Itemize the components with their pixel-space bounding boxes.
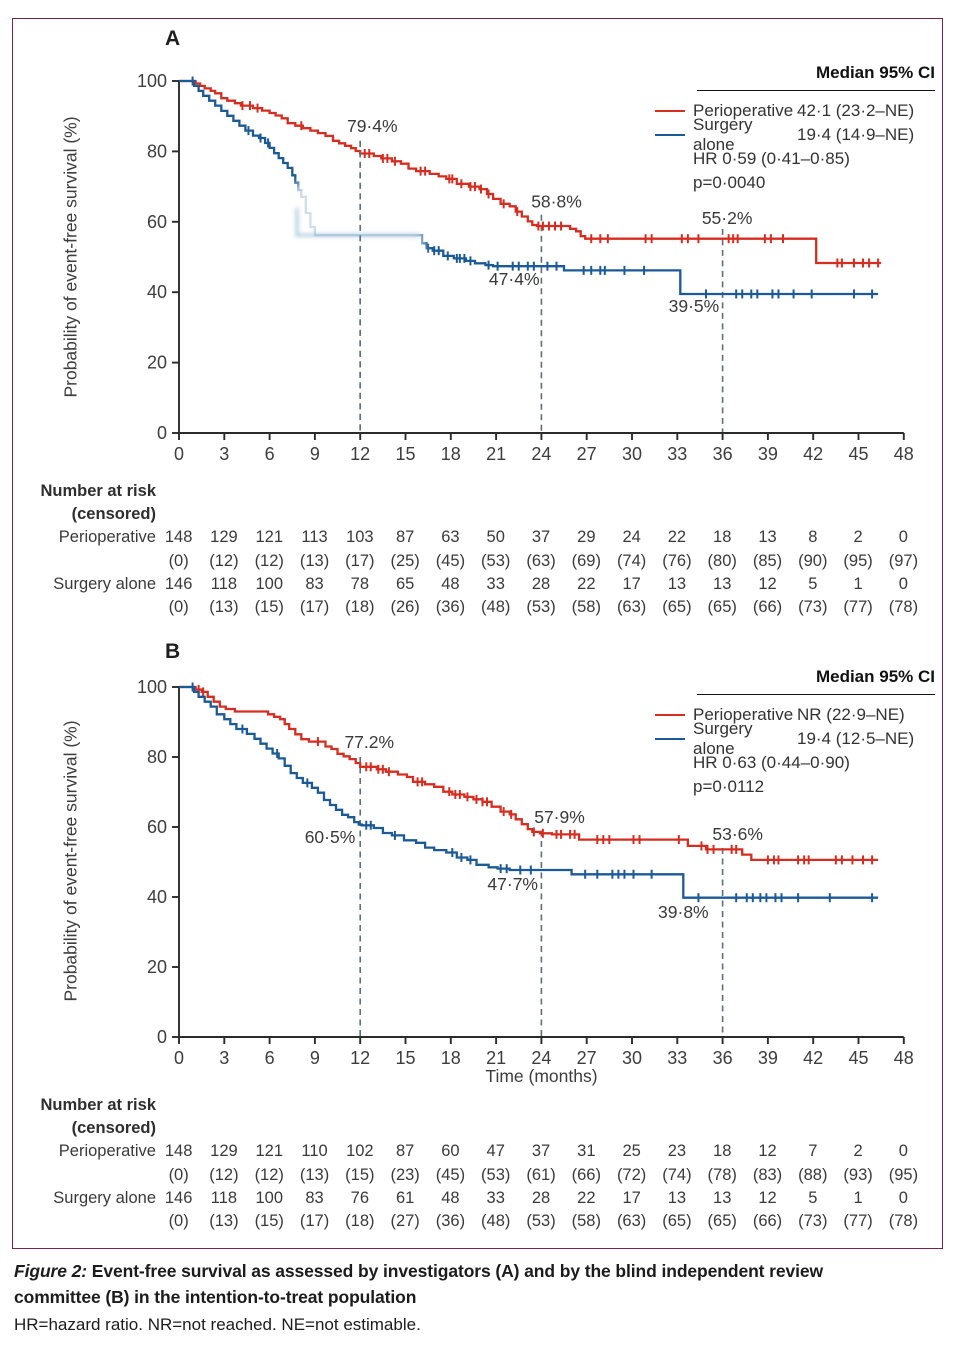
curve-value-annotation: 39·8% [658, 902, 709, 922]
risk-count: 100 [255, 1188, 283, 1207]
risk-count: 100 [255, 574, 283, 593]
perioperative-line-swatch [655, 110, 685, 113]
y-tick-label: 40 [146, 887, 167, 907]
x-tick-label: 9 [309, 1048, 320, 1068]
risk-censored-count: (83) [752, 1165, 783, 1184]
risk-censored-count: (53) [481, 1165, 511, 1184]
legend-median-value: 42·1 (23·2–NE) [797, 101, 915, 120]
risk-censored-count: (26) [390, 597, 420, 616]
risk-censored-count: (13) [299, 1165, 330, 1184]
risk-count: 18 [713, 528, 732, 547]
x-tick-label: 15 [395, 1048, 416, 1068]
x-tick-label: 33 [667, 1048, 688, 1068]
surgery-alone-line-swatch [655, 738, 685, 741]
risk-count: 37 [531, 528, 551, 547]
risk-censored-count: (53) [526, 1211, 556, 1230]
x-tick-label: 42 [803, 1048, 824, 1068]
risk-count: 18 [713, 1142, 732, 1161]
hazard-ratio-text: HR 0·59 (0·41–0·85) [693, 149, 850, 168]
risk-count: 12 [758, 574, 777, 593]
risk-count: 37 [531, 1142, 551, 1161]
curve-value-annotation: 47·4% [488, 269, 540, 290]
risk-count: 29 [577, 528, 596, 547]
risk-censored-count: (15) [254, 1211, 284, 1230]
legend-median-value: 19·4 (12·5–NE) [797, 729, 915, 748]
risk-censored-count: (72) [616, 1165, 647, 1184]
risk-censored-count: (63) [616, 597, 647, 616]
risk-count: 22 [577, 574, 596, 593]
y-tick-label: 60 [146, 817, 167, 837]
x-tick-label: 18 [440, 444, 461, 464]
risk-count: 61 [395, 1188, 415, 1207]
risk-censored-count: (0) [168, 1211, 189, 1230]
number-at-risk-table-b [12, 1096, 944, 1235]
risk-censored-count: (66) [752, 1211, 783, 1230]
risk-censored-count: (18) [345, 597, 375, 616]
y-tick-label: 0 [156, 1027, 167, 1047]
risk-count: 5 [808, 574, 818, 593]
risk-censored-count: (61) [526, 1165, 556, 1184]
risk-count: 12 [758, 1188, 777, 1207]
risk-censored-count: (13) [299, 551, 330, 570]
risk-table-row [12, 1166, 944, 1189]
x-tick-label: 12 [350, 444, 371, 464]
curve-value-annotation: 58·8% [531, 191, 582, 212]
risk-censored-count: (76) [662, 551, 692, 570]
risk-table-row [12, 598, 944, 621]
legend-median-value: 19·4 (14·9–NE) [797, 125, 915, 144]
risk-censored-count: (95) [843, 551, 873, 570]
risk-count: 24 [622, 528, 641, 547]
risk-censored-count: (36) [435, 1211, 466, 1230]
x-tick-label: 27 [576, 1048, 597, 1068]
risk-count: 17 [622, 574, 641, 593]
x-tick-label: 3 [219, 1048, 230, 1068]
legend-entry-surgery-alone [655, 719, 935, 758]
risk-censored-count: (65) [662, 597, 692, 616]
x-tick-label: 27 [576, 444, 597, 464]
legend-rule [697, 90, 935, 91]
risk-censored-count: (73) [798, 1211, 828, 1230]
panel-b-y-axis-label: Probability of event-free survival (%) [60, 720, 81, 1002]
x-tick-label: 15 [395, 444, 416, 464]
risk-count: 7 [808, 1142, 818, 1161]
risk-table-row [12, 575, 944, 598]
risk-count: 113 [301, 528, 328, 547]
risk-row-label: Surgery alone [53, 574, 156, 593]
risk-count: 83 [305, 1188, 324, 1207]
risk-table-row [12, 1119, 944, 1142]
panel-a-label: A [165, 27, 181, 50]
risk-count: 0 [898, 1142, 908, 1161]
risk-censored-count: (0) [168, 551, 189, 570]
curve-value-annotation: 57·9% [534, 807, 585, 828]
curve-value-annotation: 77.2% [344, 731, 395, 752]
curve-value-annotation: 79·4% [346, 116, 398, 137]
risk-count: 25 [622, 1142, 641, 1161]
y-tick-label: 100 [136, 71, 167, 91]
risk-count: 1 [853, 1188, 863, 1207]
y-tick-label: 80 [146, 747, 167, 767]
legend-series-name: Perioperative [693, 705, 794, 724]
risk-censored-count: (12) [209, 1165, 239, 1184]
risk-censored-count: (17) [345, 551, 375, 570]
legend-panel-b [655, 666, 935, 799]
x-tick-label: 30 [621, 444, 643, 464]
curve-value-annotation: 47·7% [487, 874, 539, 894]
x-tick-label: 39 [757, 444, 778, 464]
risk-censored-count: (18) [345, 1211, 375, 1230]
risk-censored-count: (78) [888, 1211, 919, 1230]
caption-abbreviations: HR=hazard ratio. NR=not reached. NE=not estimable. [14, 1314, 421, 1334]
risk-censored-count: (74) [662, 1165, 692, 1184]
x-tick-label: 21 [486, 1048, 507, 1068]
risk-censored-count: (66) [752, 597, 783, 616]
risk-count: 146 [164, 1188, 193, 1207]
p-value-text: p=0·0040 [693, 173, 766, 192]
y-tick-label: 40 [146, 282, 167, 303]
risk-censored-count: (53) [526, 597, 556, 616]
panel-a-y-axis-label: Probability of event-free survival (%) [60, 116, 81, 398]
caption-figure-number: Figure 2: [14, 1261, 87, 1281]
risk-count: 102 [346, 1142, 374, 1161]
risk-censored-count: (97) [888, 551, 919, 570]
risk-table-header-censored: (censored) [71, 1119, 156, 1138]
risk-table-row [12, 1096, 944, 1119]
x-tick-label: 0 [173, 444, 185, 464]
risk-censored-count: (0) [168, 597, 189, 616]
risk-censored-count: (23) [390, 1165, 420, 1184]
legend-header: Median 95% CI [815, 667, 935, 686]
x-tick-label: 30 [621, 1048, 643, 1068]
risk-count: 28 [531, 574, 551, 593]
x-tick-label: 24 [531, 444, 552, 464]
x-tick-label: 39 [757, 1048, 778, 1068]
risk-censored-count: (12) [254, 551, 284, 570]
risk-table-row [12, 1212, 944, 1235]
x-tick-label: 45 [848, 444, 869, 464]
risk-censored-count: (27) [390, 1211, 420, 1230]
x-tick-label: 48 [893, 1048, 914, 1068]
x-tick-label: 36 [712, 1048, 733, 1068]
risk-censored-count: (90) [798, 551, 828, 570]
risk-count: 118 [210, 1188, 238, 1207]
risk-censored-count: (65) [707, 1211, 737, 1230]
x-tick-label: 18 [440, 1048, 461, 1068]
x-tick-label: 42 [803, 444, 824, 464]
risk-count: 121 [255, 1142, 283, 1161]
y-tick-label: 20 [146, 957, 167, 977]
risk-row-label: Perioperative [58, 528, 156, 547]
risk-censored-count: (63) [526, 551, 556, 570]
risk-censored-count: (17) [299, 597, 330, 616]
risk-count: 83 [305, 574, 324, 593]
risk-count: 23 [667, 1142, 687, 1161]
risk-count: 17 [622, 1188, 641, 1207]
risk-count: 110 [301, 1142, 328, 1161]
risk-count: 78 [350, 574, 370, 593]
risk-count: 2 [853, 1142, 863, 1161]
panel-b-x-axis-label: Time (months) [485, 1066, 598, 1086]
risk-censored-count: (15) [345, 1165, 375, 1184]
risk-count: 13 [667, 1188, 687, 1207]
caption-title [14, 1258, 904, 1311]
hazard-ratio-text: HR 0·63 (0·44–0·90) [693, 753, 850, 772]
x-tick-label: 36 [712, 444, 733, 464]
risk-censored-count: (53) [481, 551, 511, 570]
risk-censored-count: (48) [481, 597, 511, 616]
risk-table-row [12, 1189, 944, 1212]
risk-censored-count: (78) [888, 597, 919, 616]
risk-censored-count: (15) [254, 597, 284, 616]
legend-series-name: Perioperative [693, 101, 794, 120]
risk-count: 33 [486, 574, 505, 593]
x-tick-label: 6 [264, 1048, 275, 1068]
x-tick-label: 24 [531, 1048, 552, 1068]
risk-count: 48 [441, 574, 460, 593]
risk-censored-count: (66) [571, 1165, 601, 1184]
x-tick-label: 9 [309, 444, 320, 464]
risk-table-header: Number at risk [40, 1096, 156, 1114]
risk-censored-count: (95) [888, 1165, 919, 1184]
risk-count: 22 [577, 1188, 596, 1207]
risk-count: 87 [395, 528, 415, 547]
risk-censored-count: (78) [707, 1165, 737, 1184]
risk-censored-count: (58) [571, 1211, 601, 1230]
blur-artifact [293, 184, 423, 260]
risk-censored-count: (88) [798, 1165, 828, 1184]
x-tick-label: 45 [848, 1048, 869, 1068]
curve-value-annotation: 60·5% [304, 827, 356, 848]
legend-series-name: Surgery alone [693, 719, 753, 758]
risk-censored-count: (17) [299, 1211, 330, 1230]
risk-count: 103 [346, 528, 374, 547]
y-tick-label: 80 [146, 141, 167, 162]
risk-censored-count: (48) [481, 1211, 511, 1230]
risk-censored-count: (85) [752, 551, 783, 570]
risk-count: 60 [441, 1142, 460, 1161]
risk-count: 48 [441, 1188, 460, 1207]
number-at-risk-table-a [12, 482, 944, 621]
figure-caption [14, 1258, 904, 1337]
risk-table-row [12, 552, 944, 575]
risk-censored-count: (80) [707, 551, 737, 570]
legend-header: Median 95% CI [815, 63, 935, 82]
curve-value-annotation: 55·2% [701, 207, 753, 228]
risk-censored-count: (12) [209, 551, 239, 570]
risk-table-header: Number at risk [40, 482, 156, 500]
risk-table-header-censored: (censored) [71, 505, 156, 524]
risk-count: 129 [210, 528, 238, 547]
risk-count: 63 [441, 528, 460, 547]
risk-censored-count: (74) [616, 551, 647, 570]
risk-row-label: Perioperative [58, 1142, 156, 1161]
p-value-text: p=0·0112 [693, 777, 765, 796]
risk-count: 13 [758, 528, 777, 547]
legend-entry-surgery-alone [655, 115, 935, 154]
x-tick-label: 6 [264, 444, 275, 464]
risk-count: 13 [713, 1188, 732, 1207]
risk-count: 148 [164, 528, 193, 547]
risk-count: 1 [853, 574, 863, 593]
curve-value-annotation: 39·5% [668, 295, 720, 316]
risk-censored-count: (77) [843, 1211, 873, 1230]
risk-count: 33 [486, 1188, 505, 1207]
risk-table-row [12, 482, 944, 505]
risk-count: 76 [350, 1188, 370, 1207]
risk-censored-count: (25) [390, 551, 420, 570]
risk-table-row [12, 505, 944, 528]
legend-rule [697, 694, 935, 695]
risk-count: 148 [164, 1142, 193, 1161]
perioperative-line-swatch [655, 714, 685, 717]
risk-count: 12 [758, 1142, 777, 1161]
y-tick-label: 100 [136, 677, 167, 697]
risk-count: 118 [210, 574, 238, 593]
risk-count: 0 [898, 1188, 908, 1207]
risk-censored-count: (0) [168, 1165, 189, 1184]
curve-value-annotation: 53·6% [712, 823, 763, 844]
legend-median-value: NR (22·9–NE) [797, 705, 905, 724]
risk-count: 13 [713, 574, 732, 593]
x-tick-label: 48 [893, 444, 914, 464]
risk-count: 87 [395, 1142, 415, 1161]
caption-title-text: Event-free survival as assessed by investigators (A) and by the blind independent review committee (B) in the intention-to-treat population [14, 1261, 824, 1308]
risk-censored-count: (93) [843, 1165, 873, 1184]
risk-count: 22 [667, 528, 687, 547]
risk-censored-count: (45) [435, 1165, 466, 1184]
risk-count: 28 [531, 1188, 551, 1207]
risk-count: 65 [395, 574, 415, 593]
risk-count: 0 [898, 574, 908, 593]
y-tick-label: 0 [156, 423, 167, 443]
risk-censored-count: (65) [662, 1211, 692, 1230]
risk-censored-count: (63) [616, 1211, 647, 1230]
x-tick-label: 33 [667, 444, 688, 464]
risk-censored-count: (69) [571, 551, 601, 570]
legend-series-name: Surgery alone [693, 115, 753, 154]
y-tick-label: 20 [146, 352, 167, 373]
risk-table-row [12, 1142, 944, 1165]
y-tick-label: 60 [146, 211, 167, 232]
legend-panel-a [655, 62, 935, 195]
x-tick-label: 21 [486, 444, 507, 464]
risk-count: 129 [210, 1142, 238, 1161]
x-tick-label: 3 [219, 444, 230, 464]
x-tick-label: 0 [173, 1048, 185, 1068]
risk-count: 0 [898, 528, 908, 547]
risk-censored-count: (77) [843, 597, 873, 616]
risk-table-row [12, 528, 944, 551]
risk-count: 121 [255, 528, 283, 547]
risk-count: 2 [853, 528, 863, 547]
risk-row-label: Surgery alone [53, 1188, 156, 1207]
risk-count: 50 [486, 528, 505, 547]
x-tick-label: 12 [350, 1048, 371, 1068]
risk-censored-count: (58) [571, 597, 601, 616]
risk-censored-count: (65) [707, 597, 737, 616]
risk-count: 31 [577, 1142, 596, 1161]
risk-count: 47 [486, 1142, 505, 1161]
risk-censored-count: (13) [209, 1211, 239, 1230]
surgery-alone-line-swatch [655, 134, 685, 137]
risk-censored-count: (12) [254, 1165, 284, 1184]
risk-count: 146 [164, 574, 193, 593]
risk-censored-count: (13) [209, 597, 239, 616]
panel-b-label: B [165, 640, 181, 663]
risk-censored-count: (73) [798, 597, 828, 616]
risk-count: 5 [808, 1188, 818, 1207]
risk-count: 13 [667, 574, 687, 593]
risk-censored-count: (45) [435, 551, 466, 570]
risk-count: 8 [808, 528, 818, 547]
risk-censored-count: (36) [435, 597, 466, 616]
